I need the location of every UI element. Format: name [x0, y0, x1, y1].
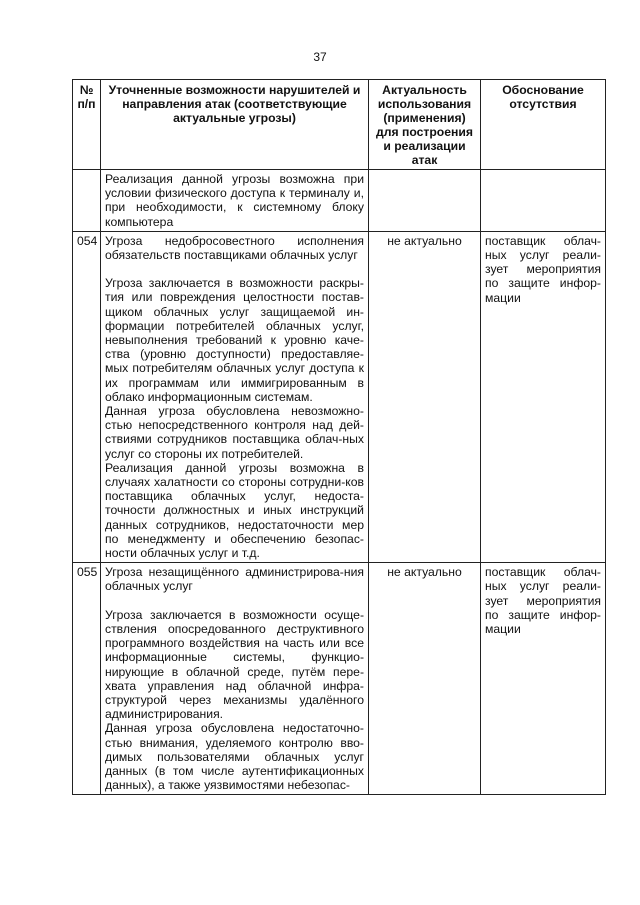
- row-relevance: не актуально: [369, 563, 481, 795]
- row-num: 054: [73, 231, 101, 562]
- row-justification: поставщик облач-ных услуг реали-зует мероприятия по защите инфор-мации: [481, 231, 606, 562]
- row-relevance: [369, 170, 481, 232]
- row-paragraph: Угроза заключается в возможности осуще-ствления опосредованного деструктивного программного воздействия на часть или все информационные системы, функцио-нирующие в облачной среде, путём пере-хвата управления над облачной инфра-структурой через механизмы удалённого администрирования.: [105, 607, 364, 722]
- row-paragraph: Данная угроза обусловлена невозможно-стью непосредственного контроля над дей-ствиями сотрудников поставщика облач-ных услуг со стороны их потребителей.: [105, 404, 364, 461]
- row-title: Угроза недобросовестного исполнения обязательств поставщиками облачных услуг: [105, 233, 364, 263]
- header-relevance: Актуальность использования (применения) для построения и реализации атак: [369, 80, 481, 170]
- header-description: Уточненные возможности нарушителей и направления атак (соответствующие актуальные угрозы): [101, 80, 369, 170]
- row-justification: поставщик облач-ных услуг реали-зует мероприятия по защите инфор-мации: [481, 563, 606, 795]
- page-number: 37: [313, 50, 327, 64]
- table-row-054: [73, 231, 606, 562]
- row-paragraph: Угроза заключается в возможности раскры-тия или повреждения целостности постав-щиком облачных услуг защищаемой ин-формации потребителей облачных услуг, невыполнения требований к уровню каче-ства (уровню доступности) предоставляе-мых потребителям облачных услуг доступа к их программам или иммигрированным в облако информационным системам.: [105, 276, 364, 404]
- threats-table: [72, 79, 606, 795]
- row-title: Угроза незащищённого администрирова-ния облачных услуг: [105, 565, 364, 594]
- row-description: [101, 563, 369, 795]
- row-paragraph: Реализация данной угрозы возможна в случаях халатности со стороны сотрудни-ков поставщика облачных услуг, недоста-точности должностных и иных инструкций данных сотрудников, недостаточности мер по менеджменту и обеспечению безопас-ности облачных услуг и т.д.: [105, 460, 364, 561]
- header-justification: Обоснование отсутствия: [481, 80, 606, 170]
- row-description: [101, 170, 369, 232]
- header-row: [73, 80, 606, 170]
- row-paragraph: Реализация данной угрозы возможна при условии физического доступа к терминалу и, при необходимости, к системному блоку компьютера: [105, 172, 364, 229]
- header-num: № п/п: [73, 80, 101, 170]
- table-row-055: [73, 563, 606, 795]
- row-paragraph: Данная угроза обусловлена недостаточно-стью внимания, уделяемого контролю вво-димых пользователями облачных услуг данных (в том числе аутентификационных данных), а также уязвимостями небезопас-: [105, 721, 364, 793]
- row-relevance: не актуально: [369, 231, 481, 562]
- row-num: 055: [73, 563, 101, 795]
- row-description: [101, 231, 369, 562]
- row-justification: [481, 170, 606, 232]
- row-num: [73, 170, 101, 232]
- table-row-continuation: [73, 170, 606, 232]
